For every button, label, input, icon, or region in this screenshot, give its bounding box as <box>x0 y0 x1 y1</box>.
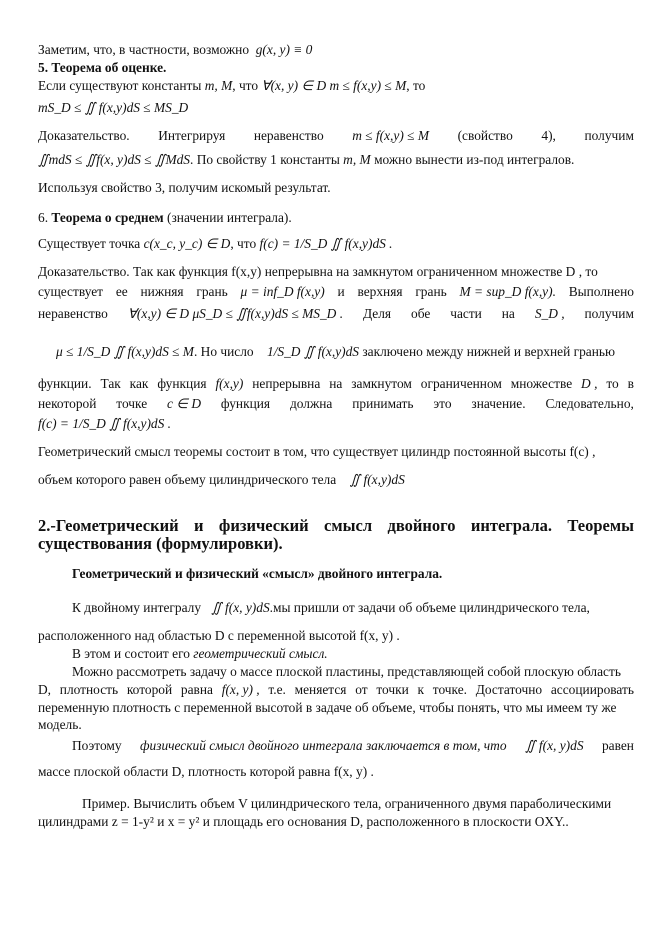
proof-word: неравенство <box>38 306 108 321</box>
proof-2-conclusion-formula: f(c) = 1/S_D ∬ f(x,y)dS . <box>38 416 172 431</box>
heading-rest: (значении интеграла). <box>167 210 292 225</box>
paragraph-text-2: .мы пришли от задачи об объеме цилиндрического тела, <box>269 600 590 615</box>
sub-heading: Геометрический и физический «смысл» двойного интеграла. <box>72 566 443 581</box>
proof-2-line-1: Доказательство. Так как функция f(x,y) непрерывна на замкнутом ограниченном множестве D , то <box>38 264 598 279</box>
note-formula: g(x, y) ≡ 0 <box>255 42 313 57</box>
paragraph-word: т.е. <box>268 682 286 697</box>
proof-word: верхняя <box>357 284 403 299</box>
infimum-formula: μ = inf_D f(x,y) <box>240 284 325 299</box>
statement-text-2: , что <box>232 78 259 93</box>
proof-2-line-3 <box>38 306 634 322</box>
proof-2-line-4 <box>56 344 615 360</box>
proof-text-end: можно вынести из-под интегралов. <box>374 152 575 167</box>
theorem-5-statement <box>38 78 425 94</box>
paragraph-word: точки <box>376 682 409 697</box>
paragraph-word: от <box>355 682 368 697</box>
proof-word: значение. <box>471 396 526 411</box>
proof-integral-chain: ∬mdS ≤ ∬f(x, y)dS ≤ ∬MdS <box>38 152 191 167</box>
proof-word: Деля <box>362 306 392 321</box>
proof-word: как <box>129 376 149 391</box>
title-word: Теоремы <box>567 516 634 535</box>
paragraph-word: Поэтому <box>72 738 122 753</box>
proof-2-line-5 <box>38 376 634 392</box>
paragraph-2 <box>72 646 328 662</box>
proof-word: 4), <box>541 128 556 143</box>
paragraph-word: к <box>417 682 425 697</box>
paragraph-4-line-1 <box>72 738 634 754</box>
statement-constants: m, M <box>204 78 233 93</box>
estimate-inequality: mS_D ≤ ∬ f(x,y)dS ≤ MS_D <box>38 100 189 115</box>
proof-word: на <box>329 376 343 391</box>
paragraph-word: плотность <box>59 682 119 697</box>
note-line <box>38 42 312 58</box>
note-text: Заметим, что, в частности, возможно <box>38 42 250 57</box>
proof-word: Доказательство. <box>38 128 130 143</box>
physical-meaning-term: физический смысл двойного интеграла заключается в том, что <box>140 738 507 753</box>
paragraph-word: точке. <box>432 682 467 697</box>
domain-symbol: D , <box>581 376 598 391</box>
proof-constants: m, M <box>343 152 371 167</box>
proof-word: Следовательно, <box>545 396 634 411</box>
statement-text: Существует точка <box>38 236 141 251</box>
paragraph-word: D, <box>38 682 52 697</box>
statement-text-2: , что <box>230 236 257 251</box>
heading-title: Теорема о среднем <box>51 210 164 225</box>
mean-value-expression: 1/S_D ∬ f(x,y)dS <box>267 344 360 359</box>
proof-word: должна <box>289 396 333 411</box>
paragraph-word: которой <box>126 682 173 697</box>
paragraph-3-line-2 <box>38 682 634 698</box>
proof-text: . Но число <box>193 344 254 359</box>
paragraph-1-line-2: расположенного над областью D с переменной высотой f(x, y) . <box>38 628 400 643</box>
paragraph-3-line-4: модель. <box>38 717 82 732</box>
proof-word: функции. <box>38 376 92 391</box>
cylinder-volume-integral: ∬ f(x,y)dS <box>349 472 405 487</box>
geometric-text: объем которого равен объему цилиндрического тела <box>38 472 337 487</box>
theorem-5-heading: 5. Теорема об оценке. <box>38 60 167 75</box>
mean-bound-formula: μ ≤ 1/S_D ∬ f(x,y)dS ≤ M <box>56 344 194 359</box>
heading-number: 6. <box>38 210 49 225</box>
proof-word: на <box>501 306 515 321</box>
proof-word: множестве <box>510 376 573 391</box>
proof-word: некоторой <box>38 396 97 411</box>
proof-word: и <box>337 284 345 299</box>
proof-word: замкнутом <box>351 376 412 391</box>
example-line-1: Пример. Вычислить объем V цилиндрического тела, ограниченного двумя параболическими <box>82 796 612 811</box>
proof-word: части <box>450 306 482 321</box>
title-word: и <box>194 516 204 535</box>
proof-word: неравенство <box>253 128 324 143</box>
title-word: двойного <box>387 516 456 535</box>
section-2-title-line-1 <box>38 516 634 536</box>
proof-word: Так <box>100 376 121 391</box>
proof-formula: m ≤ f(x,y) ≤ M <box>352 128 430 143</box>
geometric-meaning-line-1: Геометрический смысл теоремы состоит в том, что существует цилиндр постоянной высоты f(c) , <box>38 444 596 459</box>
mean-value-formula: f(c) = 1/S_D ∬ f(x,y)dS . <box>259 236 393 251</box>
proof-word: ограниченном <box>420 376 502 391</box>
title-word: интеграла. <box>470 516 552 535</box>
proof-word: Выполнено <box>568 284 634 299</box>
proof-word: функция <box>220 396 271 411</box>
paragraph-3-line-1: Можно рассмотреть задачу о массе плоской пластины, представляющей собой плоскую область <box>72 664 621 679</box>
proof-text: . По свойству 1 константы <box>190 152 340 167</box>
function-symbol: f(x,y) <box>215 376 244 391</box>
bound-inequality: ∀(x,y) ∈ D μS_D ≤ ∬f(x,y)dS ≤ MS_D . <box>127 306 344 321</box>
title-word: 2.-Геометрический <box>38 516 179 535</box>
proof-word: грань <box>196 284 228 299</box>
proof-word: получим <box>584 128 634 143</box>
section-2-title-line-2: существования (формулировки). <box>38 534 283 553</box>
paragraph-word: ассоциировать <box>550 682 634 697</box>
proof-word: точке <box>116 396 148 411</box>
proof-2-line-2 <box>38 284 634 300</box>
proof-word: грань <box>415 284 447 299</box>
density-function: f(x, y) , <box>221 682 260 697</box>
proof-word: получим <box>584 306 634 321</box>
proof-1-line-2 <box>38 152 574 168</box>
proof-word: существует <box>38 284 104 299</box>
proof-word: нижняя <box>140 284 184 299</box>
theorem-6-statement <box>38 236 393 252</box>
proof-text-end: заключено между нижней и верхней гранью <box>362 344 616 359</box>
proof-word: ее <box>115 284 128 299</box>
paragraph-4-line-2: массе плоской области D, плотность которой равна f(x, y) . <box>38 764 374 779</box>
title-word: смысл <box>324 516 373 535</box>
proof-word: принимать <box>352 396 414 411</box>
proof-word: Интегрируя <box>158 128 226 143</box>
title-word: физический <box>218 516 309 535</box>
proof-word: в <box>627 376 634 391</box>
geometric-meaning-line-2 <box>38 472 405 488</box>
proof-word: обе <box>411 306 431 321</box>
proof-word: то <box>606 376 619 391</box>
proof-word: функция <box>157 376 207 391</box>
proof-2-line-6 <box>38 396 634 412</box>
paragraph-word: Достаточно <box>475 682 543 697</box>
statement-text-3: , то <box>406 78 426 93</box>
theorem-6-heading <box>38 210 292 226</box>
proof-word: непрерывна <box>252 376 321 391</box>
proof-1-line-3: Используя свойство 3, получим искомый результат. <box>38 180 331 195</box>
double-integral: ∬ f(x, y)dS <box>525 738 584 753</box>
paragraph-word: равна <box>180 682 213 697</box>
area-symbol: S_D , <box>534 306 565 321</box>
statement-text: Если существуют константы <box>38 78 202 93</box>
paragraph-1-line-1 <box>72 600 590 616</box>
point-in-domain: c ∈ D <box>167 396 201 411</box>
paragraph-text: К двойному интегралу <box>72 600 202 615</box>
paragraph-word: меняется <box>294 682 347 697</box>
statement-point: c(x_c, y_c) ∈ D <box>143 236 231 251</box>
proof-1-line-1 <box>38 128 634 144</box>
supremum-formula: M = sup_D f(x,y). <box>459 284 556 299</box>
geometric-meaning-term: геометрический смысл. <box>193 646 328 661</box>
example-line-2: цилиндрами z = 1-y² и x = y² и площадь его основания D, расположенного в плоскости OXY.. <box>38 814 569 829</box>
paragraph-word: равен <box>601 738 634 753</box>
paragraph-3-line-3: переменную плотность с переменной высотой в задаче об объеме, чтобы понять, что мы имеем ту же <box>38 700 617 715</box>
proof-word: (свойство <box>457 128 513 143</box>
double-integral: ∬ f(x, y)dS <box>211 600 270 615</box>
statement-condition: ∀(x, y) ∈ D m ≤ f(x,y) ≤ M <box>261 78 407 93</box>
paragraph-text: В этом и состоит его <box>72 646 190 661</box>
proof-word: это <box>433 396 452 411</box>
